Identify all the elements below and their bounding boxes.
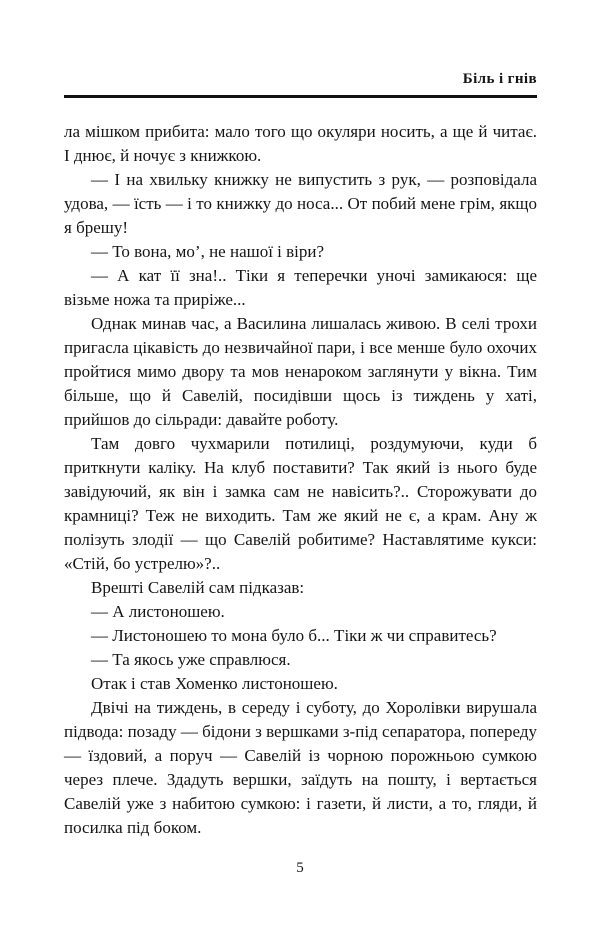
body-paragraph: ла мішком прибита: мало того що окуляри носить, а ще й читає. І днює, й ночує з книжкою. <box>64 122 537 165</box>
body-paragraph: — Та якось уже справлюся. <box>91 650 291 669</box>
page-number: 5 <box>296 860 304 876</box>
body-paragraph: — То вона, мо’, не нашої і віри? <box>91 242 325 261</box>
body-paragraph: — А листоношею. <box>91 602 225 621</box>
running-header-title: Біль і гнів <box>462 71 537 87</box>
body-paragraph: Двічі на тиждень, в середу і суботу, до Хоролівки вирушала підвода: позаду — бідони з вершками з-під сепаратора, попереду — їздовий, а поруч — Савелій із чорною порожньою сумкою через плече. Здадуть вершки, заїдуть на пошту, і вертається Савелій уже з набитою сумкою: і газети, й листи, а то, гляди, й посилка під боком. <box>64 698 537 837</box>
body-paragraph: Однак минав час, а Василина лишалась живою. В селі трохи пригасла цікавість до незвичайної пари, і все менше було охочих пройтися мимо двору та мов ненароком заглянути у вікна. Тим більше, що й Савелій, посидівши щось із тиждень у хаті, прийшов до сільради: давайте роботу. <box>64 314 537 429</box>
page-body-text <box>64 120 537 840</box>
body-paragraph: Там довго чухмарили потилиці, роздумуючи, куди б приткнути каліку. На клуб поставити? Так який із нього буде завідуючий, як він і замка сам не навісить?.. Сторожувати до крамниці? Теж не виходить. Там же який не є, а крам. Ану ж полізуть злодії — що Савелій робитиме? Наставлятиме кукси: «Стій, бо устрелю»?.. <box>64 434 537 573</box>
header-rule <box>64 95 537 98</box>
body-paragraph: — А кат її зна!.. Тіки я теперечки уночі замикаюся: ще візьме ножа та приріже... <box>64 266 537 309</box>
body-paragraph: Отак і став Хоменко листоношею. <box>91 674 338 693</box>
body-paragraph: — І на хвильку книжку не випустить з рук, — розповідала удова, — їсть — і то книжку до носа... От побий мене грім, якщо я брешу! <box>64 170 537 237</box>
body-paragraph: Врешті Савелій сам підказав: <box>91 578 305 597</box>
body-paragraph: — Листоношею то мона було б... Тіки ж чи справитесь? <box>91 626 497 645</box>
